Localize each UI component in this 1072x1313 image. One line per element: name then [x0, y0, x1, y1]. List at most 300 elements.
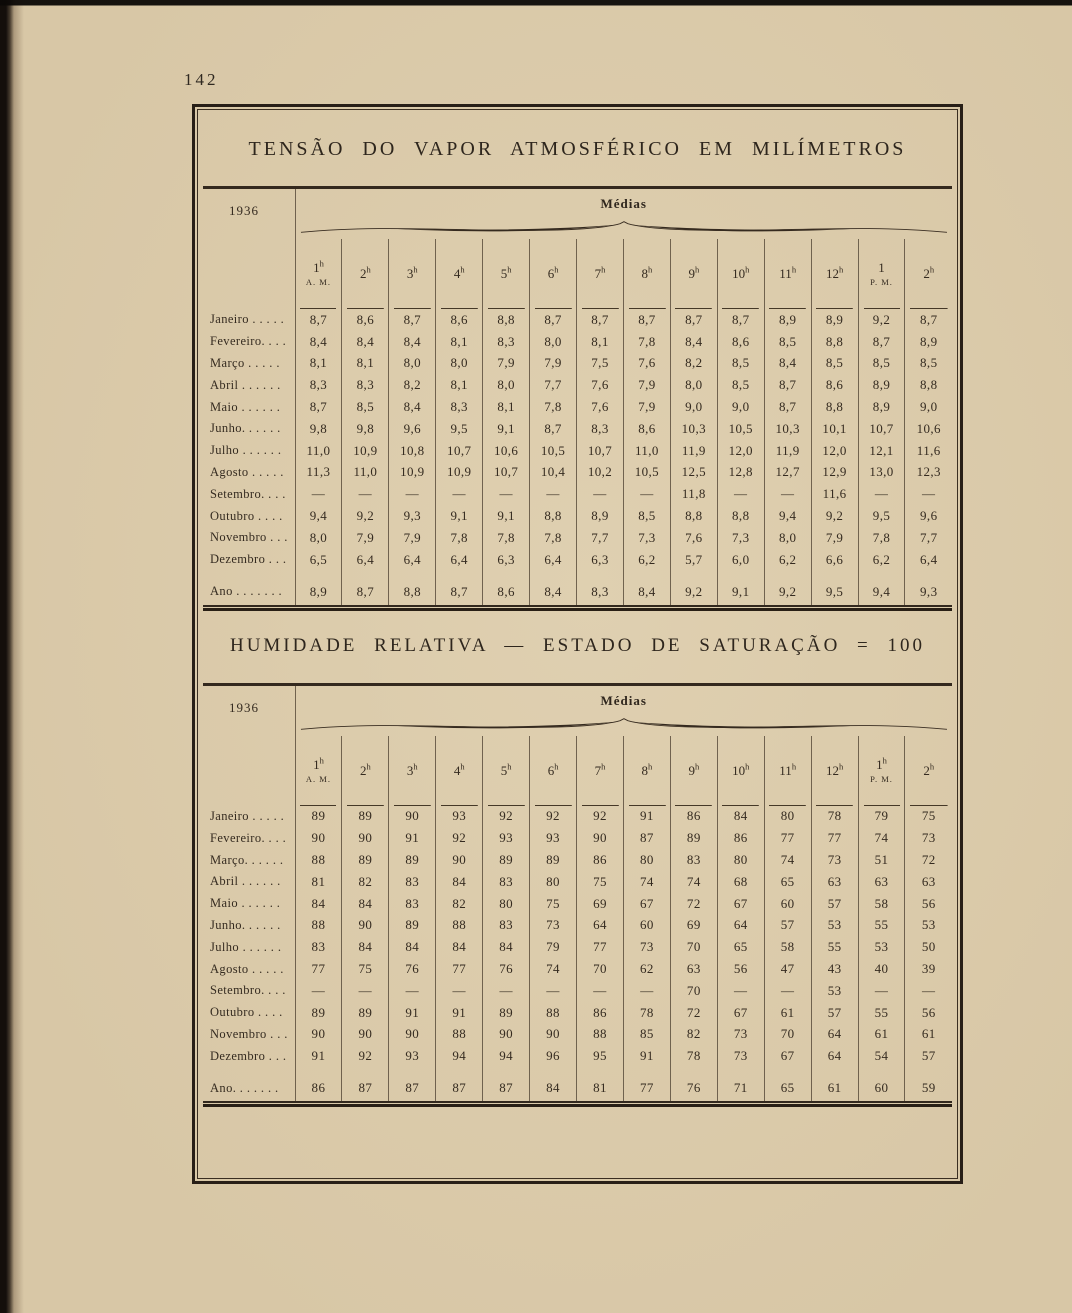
- cell-value: 80: [717, 849, 764, 871]
- cell-value: 64: [717, 915, 764, 937]
- month-label: Fevereiro. . . .: [203, 827, 295, 849]
- spacer-cell: [295, 1067, 342, 1075]
- cell-value: 10,7: [858, 418, 905, 440]
- cell-value: 6,4: [920, 551, 938, 567]
- cell-value: 7,5: [577, 353, 624, 375]
- medias-label: Médias: [600, 196, 647, 211]
- cell-value: 10,7: [483, 462, 530, 484]
- cell-value: 6,4: [530, 549, 577, 571]
- cell-value: 10,3: [670, 418, 717, 440]
- spacer-cell: [811, 571, 858, 579]
- cell-value: 8,5: [920, 355, 938, 371]
- cell-value: 6,4: [389, 549, 436, 571]
- humidity-table-title: HUMIDADE RELATIVA — ESTADO DE SATURAÇÃO = 100: [229, 634, 926, 656]
- cell-value: 91: [436, 1002, 483, 1024]
- cell-value: —: [623, 483, 670, 505]
- cell-value: 10,6: [483, 440, 530, 462]
- cell-value: 8,3: [577, 579, 624, 605]
- cell-value: 90: [342, 827, 389, 849]
- hour-header: [436, 736, 483, 806]
- cell-value: 8,7: [717, 309, 764, 331]
- cell-value: 60: [858, 1075, 905, 1101]
- cell-value: 79: [858, 806, 905, 828]
- cell-value: 83: [295, 936, 342, 958]
- cell-value: 8,4: [764, 353, 811, 375]
- spacer-cell: [577, 1067, 624, 1075]
- cell-value: 7,9: [623, 374, 670, 396]
- cell-value: 9,4: [764, 505, 811, 527]
- cell-value: 82: [342, 871, 389, 893]
- month-label: Dezembro . . .: [203, 549, 295, 571]
- cell-value: 9,1: [436, 505, 483, 527]
- cell-value: —: [483, 483, 530, 505]
- cell-value: 8,7: [858, 331, 905, 353]
- cell-value: 8,8: [530, 505, 577, 527]
- cell-value: 7,6: [577, 396, 624, 418]
- cell-value: 12,0: [717, 440, 764, 462]
- cell-value: 10,5: [530, 440, 577, 462]
- cell-value: 8,4: [670, 331, 717, 353]
- cell-value: 6,4: [342, 549, 389, 571]
- cell-value: 11,0: [342, 462, 389, 484]
- cell-value: 8,7: [577, 309, 624, 331]
- cell-value: 53: [921, 917, 936, 933]
- cell-value: 8,1: [436, 331, 483, 353]
- spacer-cell: [811, 1067, 858, 1075]
- cell-value: 6,6: [811, 549, 858, 571]
- spacer-cell: [530, 1067, 577, 1075]
- cell-value: 8,9: [764, 309, 811, 331]
- cell-value: 84: [483, 936, 530, 958]
- cell-value: 91: [623, 1045, 670, 1067]
- cell-value: 61: [811, 1075, 858, 1101]
- cell-value: 83: [483, 871, 530, 893]
- hour-number: 11$^h$: [779, 761, 797, 778]
- cell-value: 84: [295, 893, 342, 915]
- cell-value: 62: [623, 958, 670, 980]
- spacer-cell: [577, 571, 624, 579]
- cell-value: 53: [811, 980, 858, 1002]
- hour-number: 7$^h$: [594, 761, 606, 778]
- cell-value: 8,4: [389, 396, 436, 418]
- cell-value: 67: [764, 1045, 811, 1067]
- cell-value: 9,6: [920, 508, 938, 524]
- hour-number: 3$^h$: [406, 264, 418, 281]
- cell-value: —: [530, 483, 577, 505]
- cell-value: 53: [811, 915, 858, 937]
- cell-value: 73: [530, 915, 577, 937]
- bottom-blank-space: [203, 1107, 952, 1153]
- cell-value: 92: [577, 806, 624, 828]
- cell-value: 7,9: [623, 396, 670, 418]
- cell-value: 93: [530, 827, 577, 849]
- cell-value: 8,0: [670, 374, 717, 396]
- month-row: [203, 505, 952, 527]
- cell-value: 8,8: [717, 505, 764, 527]
- spacer-cell: [342, 1067, 389, 1075]
- cell-value: 75: [921, 808, 936, 824]
- cell-value: 8,9: [295, 579, 342, 605]
- cell-value: 82: [670, 1024, 717, 1046]
- spacer-cell: [717, 571, 764, 579]
- hour-number: 8$^h$: [641, 264, 653, 281]
- cell-value: 63: [811, 871, 858, 893]
- cell-value: 8,8: [811, 331, 858, 353]
- month-row: [203, 871, 952, 893]
- cell-value: 57: [811, 893, 858, 915]
- cell-value: 8,3: [342, 374, 389, 396]
- cell-value: 57: [921, 1048, 936, 1064]
- cell-value: —: [922, 982, 936, 998]
- month-row: [203, 958, 952, 980]
- cell-value: 10,9: [436, 462, 483, 484]
- cell-value: 8,9: [858, 374, 905, 396]
- medias-row: [203, 686, 952, 716]
- spacer-cell: [764, 571, 811, 579]
- cell-value: 7,6: [577, 374, 624, 396]
- cell-value: —: [295, 980, 342, 1002]
- cell-value: 90: [389, 806, 436, 828]
- cell-value: 65: [717, 936, 764, 958]
- hour-header-row: [203, 736, 952, 806]
- hour-number: 2$^h$: [360, 761, 371, 778]
- cell-value: 51: [858, 849, 905, 871]
- meridiem-label: A. M.: [305, 773, 331, 784]
- cell-value: 56: [921, 895, 936, 911]
- cell-value: 8,3: [483, 331, 530, 353]
- cell-value: 8,0: [389, 353, 436, 375]
- hour-header: [342, 736, 389, 806]
- hour-header: [717, 239, 764, 309]
- cell-value: 10,2: [577, 462, 624, 484]
- cell-value: 6,2: [623, 549, 670, 571]
- cell-value: 88: [530, 1002, 577, 1024]
- cell-value: 9,3: [389, 505, 436, 527]
- cell-value: 7,8: [858, 527, 905, 549]
- cell-value: 9,5: [858, 505, 905, 527]
- cell-value: 77: [436, 958, 483, 980]
- cell-value: 92: [483, 806, 530, 828]
- month-label: Agosto . . . . .: [203, 958, 295, 980]
- page-frame: [192, 104, 963, 1184]
- cell-value: 8,6: [623, 418, 670, 440]
- cell-value: 87: [623, 827, 670, 849]
- hour-number: 12$^h$: [825, 761, 844, 778]
- cell-value: 12,5: [670, 462, 717, 484]
- hour-number: 3$^h$: [406, 761, 418, 778]
- cell-value: 95: [577, 1045, 624, 1067]
- cell-value: 11,0: [295, 440, 342, 462]
- cell-value: 8,9: [811, 309, 858, 331]
- month-label: Julho . . . . . .: [203, 936, 295, 958]
- spacer-stub: [203, 1067, 295, 1075]
- medias-label: Médias: [600, 692, 647, 708]
- cell-value: 8,3: [577, 418, 624, 440]
- spacer-cell: [436, 571, 483, 579]
- brace-row: [203, 219, 952, 239]
- cell-value: 78: [670, 1045, 717, 1067]
- cell-value: 69: [670, 915, 717, 937]
- cell-value: 11,9: [764, 440, 811, 462]
- cell-value: 74: [623, 871, 670, 893]
- table-header: [203, 686, 952, 806]
- cell-value: 8,7: [764, 396, 811, 418]
- cell-value: 8,5: [717, 353, 764, 375]
- spacer-cell: [530, 571, 577, 579]
- cell-value: 88: [295, 915, 342, 937]
- cell-value: 8,2: [389, 374, 436, 396]
- cell-value: 8,7: [530, 309, 577, 331]
- spacer-cell: [483, 1067, 530, 1075]
- cell-value: 7,7: [577, 527, 624, 549]
- cell-value: 87: [436, 1075, 483, 1101]
- medias-brace-icon: [299, 718, 949, 734]
- cell-value: 88: [436, 915, 483, 937]
- cell-value: 39: [921, 961, 936, 977]
- cell-value: 73: [921, 830, 936, 846]
- cell-value: 8,1: [436, 374, 483, 396]
- cell-value: 6,2: [764, 549, 811, 571]
- month-row: [203, 418, 952, 440]
- hour-header: [389, 239, 436, 309]
- cell-value: 7,8: [623, 331, 670, 353]
- cell-value: 86: [717, 827, 764, 849]
- month-label: Outubro . . . .: [203, 1002, 295, 1024]
- cell-value: 8,8: [483, 309, 530, 331]
- cell-value: 43: [811, 958, 858, 980]
- cell-value: 74: [670, 871, 717, 893]
- spacer-cell: [858, 1067, 905, 1075]
- cell-value: 90: [483, 1024, 530, 1046]
- month-label: Janeiro . . . . .: [203, 309, 295, 331]
- hour-header: [295, 736, 342, 806]
- cell-value: 7,7: [530, 374, 577, 396]
- cell-value: 76: [670, 1075, 717, 1101]
- cell-value: 79: [530, 936, 577, 958]
- hour-number: 2$^h$: [923, 761, 935, 778]
- cell-value: 12,9: [811, 462, 858, 484]
- cell-value: 73: [623, 936, 670, 958]
- cell-value: 91: [389, 827, 436, 849]
- cell-value: 8,7: [389, 309, 436, 331]
- cell-value: 8,7: [764, 374, 811, 396]
- cell-value: 5,7: [670, 549, 717, 571]
- cell-value: 10,1: [811, 418, 858, 440]
- cell-value: 74: [858, 827, 905, 849]
- cell-value: 8,7: [436, 579, 483, 605]
- cell-value: 9,4: [295, 505, 342, 527]
- cell-value: 12,1: [858, 440, 905, 462]
- cell-value: 59: [921, 1080, 936, 1096]
- cell-value: 84: [436, 871, 483, 893]
- cell-value: 71: [717, 1075, 764, 1101]
- cell-value: —: [717, 980, 764, 1002]
- cell-value: 8,7: [342, 579, 389, 605]
- cell-value: 8,7: [623, 309, 670, 331]
- cell-value: 67: [717, 1002, 764, 1024]
- cell-value: 86: [577, 849, 624, 871]
- cell-value: 9,2: [342, 505, 389, 527]
- cell-value: 8,6: [811, 374, 858, 396]
- cell-value: 60: [623, 915, 670, 937]
- month-row: [203, 549, 952, 571]
- cell-value: 61: [858, 1024, 905, 1046]
- cell-value: 55: [811, 936, 858, 958]
- hour-header: [436, 239, 483, 309]
- hour-header-row: [203, 239, 952, 309]
- cell-value: 12,0: [811, 440, 858, 462]
- cell-value: 63: [670, 958, 717, 980]
- cell-value: 89: [342, 849, 389, 871]
- month-label: Fevereiro. . . .: [203, 331, 295, 353]
- cell-value: 77: [623, 1075, 670, 1101]
- spacer-cell: [905, 1067, 952, 1075]
- cell-value: 58: [764, 936, 811, 958]
- cell-value: 12,3: [916, 464, 941, 480]
- cell-value: 72: [921, 852, 936, 868]
- cell-value: 67: [717, 893, 764, 915]
- cell-value: 73: [717, 1024, 764, 1046]
- cell-value: 8,3: [295, 374, 342, 396]
- hour-header: [295, 239, 342, 309]
- cell-value: 8,0: [295, 527, 342, 549]
- cell-value: 89: [389, 849, 436, 871]
- cell-value: 89: [670, 827, 717, 849]
- cell-value: 54: [858, 1045, 905, 1067]
- spacer-cell: [764, 1067, 811, 1075]
- cell-value: 7,3: [717, 527, 764, 549]
- cell-value: 10,5: [717, 418, 764, 440]
- month-row: [203, 849, 952, 871]
- cell-value: 9,0: [920, 399, 938, 415]
- cell-value: —: [342, 980, 389, 1002]
- cell-value: 92: [530, 806, 577, 828]
- cell-value: 9,5: [436, 418, 483, 440]
- cell-value: 9,2: [670, 579, 717, 605]
- cell-value: 87: [483, 1075, 530, 1101]
- cell-value: 86: [577, 1002, 624, 1024]
- month-row: [203, 893, 952, 915]
- month-row: [203, 806, 952, 828]
- cell-value: 77: [295, 958, 342, 980]
- cell-value: 8,5: [811, 353, 858, 375]
- cell-value: 57: [811, 1002, 858, 1024]
- cell-value: 8,6: [717, 331, 764, 353]
- cell-value: 11,3: [295, 462, 342, 484]
- cell-value: 75: [530, 893, 577, 915]
- cell-value: 76: [483, 958, 530, 980]
- cell-value: 63: [858, 871, 905, 893]
- hour-header: [811, 239, 858, 309]
- cell-value: 86: [670, 806, 717, 828]
- year-stub: [203, 686, 295, 806]
- year-label: 1936: [229, 699, 259, 715]
- cell-value: 50: [921, 939, 936, 955]
- cell-value: 9,2: [764, 579, 811, 605]
- cell-value: —: [389, 483, 436, 505]
- cell-value: —: [922, 486, 936, 502]
- hour-header: [905, 239, 952, 309]
- cell-value: 11,6: [811, 483, 858, 505]
- month-label: Ano . . . . . . .: [203, 579, 295, 605]
- cell-value: 83: [389, 871, 436, 893]
- spacer-cell: [483, 571, 530, 579]
- cell-value: 75: [342, 958, 389, 980]
- cell-value: 93: [389, 1045, 436, 1067]
- cell-value: 58: [858, 893, 905, 915]
- cell-value: 80: [623, 849, 670, 871]
- cell-value: 8,0: [764, 527, 811, 549]
- cell-value: 90: [436, 849, 483, 871]
- cell-value: 6,2: [858, 549, 905, 571]
- cell-value: 10,5: [623, 462, 670, 484]
- cell-value: 11,8: [670, 483, 717, 505]
- cell-value: —: [436, 980, 483, 1002]
- cell-value: 9,8: [295, 418, 342, 440]
- cell-value: 56: [921, 1004, 936, 1020]
- hour-header: [811, 736, 858, 806]
- cell-value: 8,7: [670, 309, 717, 331]
- cell-value: 89: [342, 806, 389, 828]
- month-row: [203, 374, 952, 396]
- hour-header: [623, 239, 670, 309]
- month-label: Dezembro . . .: [203, 1045, 295, 1067]
- cell-value: 9,3: [920, 583, 938, 599]
- cell-value: 77: [811, 827, 858, 849]
- cell-value: 84: [342, 936, 389, 958]
- hour-number: 5$^h$: [500, 264, 512, 281]
- cell-value: 78: [811, 806, 858, 828]
- spacer-cell: [905, 571, 952, 579]
- cell-value: 9,6: [389, 418, 436, 440]
- table-body: [203, 806, 952, 1102]
- month-row: [203, 980, 952, 1002]
- cell-value: 68: [717, 871, 764, 893]
- month-row: [203, 1002, 952, 1024]
- month-label: Maio . . . . . .: [203, 893, 295, 915]
- cell-value: 9,2: [811, 505, 858, 527]
- cell-value: —: [764, 980, 811, 1002]
- meridiem-label: P. M.: [870, 773, 893, 784]
- hour-number: 2$^h$: [923, 264, 935, 281]
- cell-value: 9,8: [342, 418, 389, 440]
- cell-value: 73: [717, 1045, 764, 1067]
- cell-value: —: [530, 980, 577, 1002]
- cell-value: 89: [530, 849, 577, 871]
- month-label: Março. . . . . .: [203, 849, 295, 871]
- hour-number: 12$^h$: [825, 264, 844, 281]
- hour-header: [483, 736, 530, 806]
- cell-value: 89: [483, 1002, 530, 1024]
- hour-header: [483, 239, 530, 309]
- cell-value: 8,5: [764, 331, 811, 353]
- month-label: Abril . . . . . .: [203, 871, 295, 893]
- hour-number: 8$^h$: [641, 761, 653, 778]
- cell-value: 88: [436, 1024, 483, 1046]
- cell-value: —: [483, 980, 530, 1002]
- cell-value: 8,5: [858, 353, 905, 375]
- hour-number: 6$^h$: [547, 761, 559, 778]
- relative-humidity-table: [203, 686, 952, 1102]
- hour-header: [764, 239, 811, 309]
- cell-value: 92: [342, 1045, 389, 1067]
- spacer-cell: [389, 571, 436, 579]
- cell-value: 7,8: [436, 527, 483, 549]
- cell-value: 9,5: [811, 579, 858, 605]
- spacer-cell: [670, 1067, 717, 1075]
- cell-value: 8,8: [389, 579, 436, 605]
- cell-value: 8,4: [342, 331, 389, 353]
